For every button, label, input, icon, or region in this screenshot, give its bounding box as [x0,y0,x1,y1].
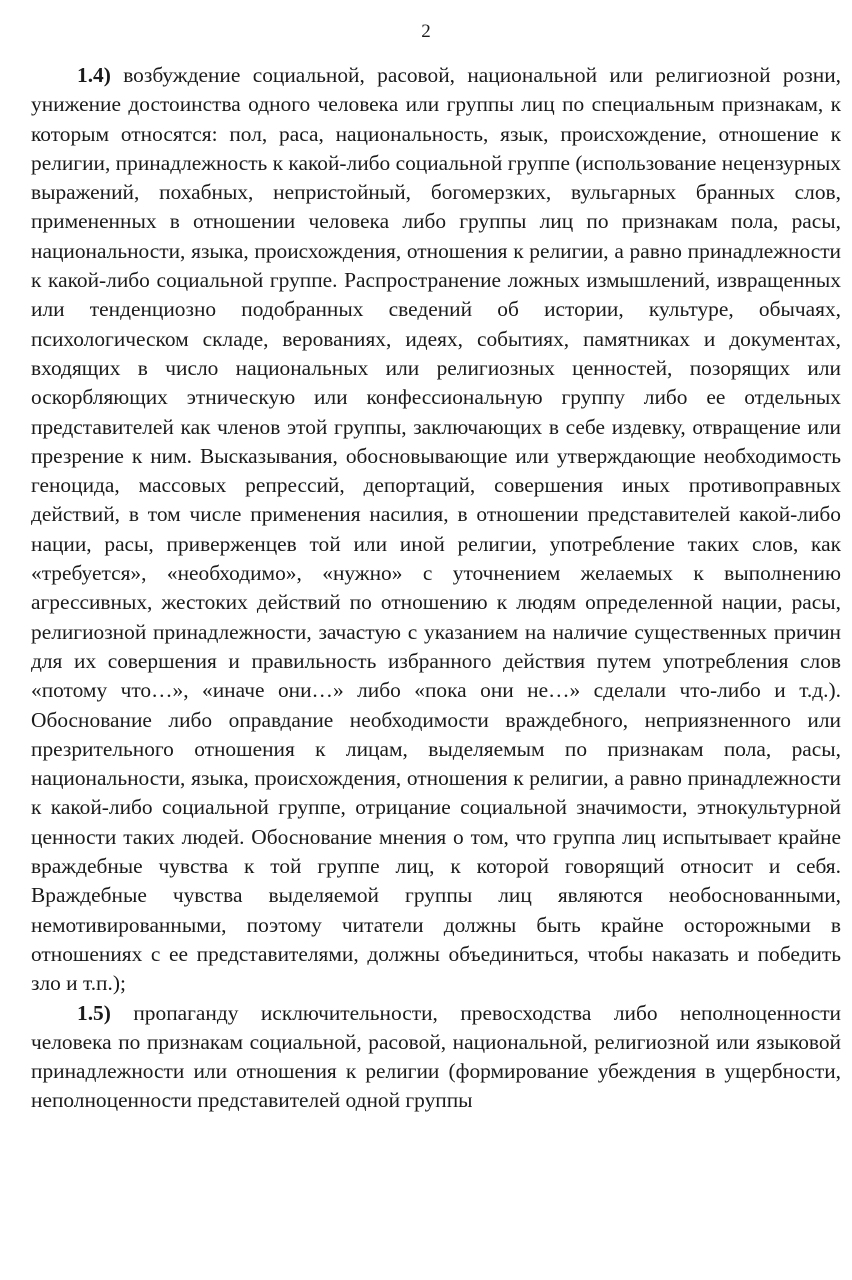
paragraph-1-4 [31,61,841,999]
paragraph-1-5 [31,999,841,1116]
paragraph-number: 1.5) [77,1000,111,1025]
document-body [31,61,841,1116]
page-number: 2 [421,21,431,42]
paragraph-text: пропаганду исключительности, превосходства либо неполноценности человека по признакам социальной, расовой, национальной, религиозной или языковой принадлежности или отношения к религии (формирование убеждения в ущербности, неполноценности представителей одной группы [31,1000,841,1113]
paragraph-number: 1.4) [77,63,111,87]
paragraph-text: возбуждение социальной, расовой, национальной или религиозной розни, унижение достоинства одного человека или группы лиц по специальным признакам, к которым относятся: пол, раса, национальность, язык, происхождение, отношение к религии, принадлежность к какой-либо социальной группе (использование нецензурных выражений, похабных, непристойный, богомерзких, вульгарных бранных слов, примененных в отношении человека либо группы лиц по признакам пола, расы, национальности, языка, происхождения, отношения к религии, а равно принадлежности к какой-либо социальной группе. Распространение ложных измышлений, извращенных или тенденциозно подобранных сведений об истории, культуре, обычаях, психологическом складе, верованиях, идеях, событиях, памятниках и документах, входящих в число национальных или религиозных ценностей, позорящих или оскорбляющих этническую или конфессиональную группу либо ее отдельных представителей как членов этой группы, заключающих в себе издевку, отвращение или презрение к ним. Высказывания, обосновывающие или утверждающие необходимость геноцида, массовых репрессий, депортаций, совершения иных противоправных действий, в том числе применения насилия, в отношении представителей какой-либо нации, расы, приверженцев той или иной религии, употребление таких слов, как «требуется», «необходимо», «нужно» с уточнением желаемых к выполнению агрессивных, жестоких действий по отношению к людям определенной нации, расы, религиозной принадлежности, зачастую с указанием на наличие существенных причин для их совершения и правильность избранного действия путем употребления слов «потому что…», «иначе они…» либо «пока они не…» сделали что-либо и т.д.). Обоснование либо оправдание необходимости враждебного, неприязненного или презрительного отношения к лицам, выделяемым по признакам пола, расы, национальности, языка, происхождения, отношения к религии, а равно принадлежности к какой-либо социальной группе, отрицание социальной значимости, этнокультурной ценности таких людей. Обоснование мнения о том, что группа лиц испытывает крайне враждебные чувства к той группе лиц, к которой говорящий относит и себя. Враждебные чувства выделяемой группы лиц являются необоснованными, немотивированными, поэтому читатели должны быть крайне осторожными в отношениях с ее представителями, должны объединиться, чтобы наказать и победить зло и т.п.); [31,63,841,996]
